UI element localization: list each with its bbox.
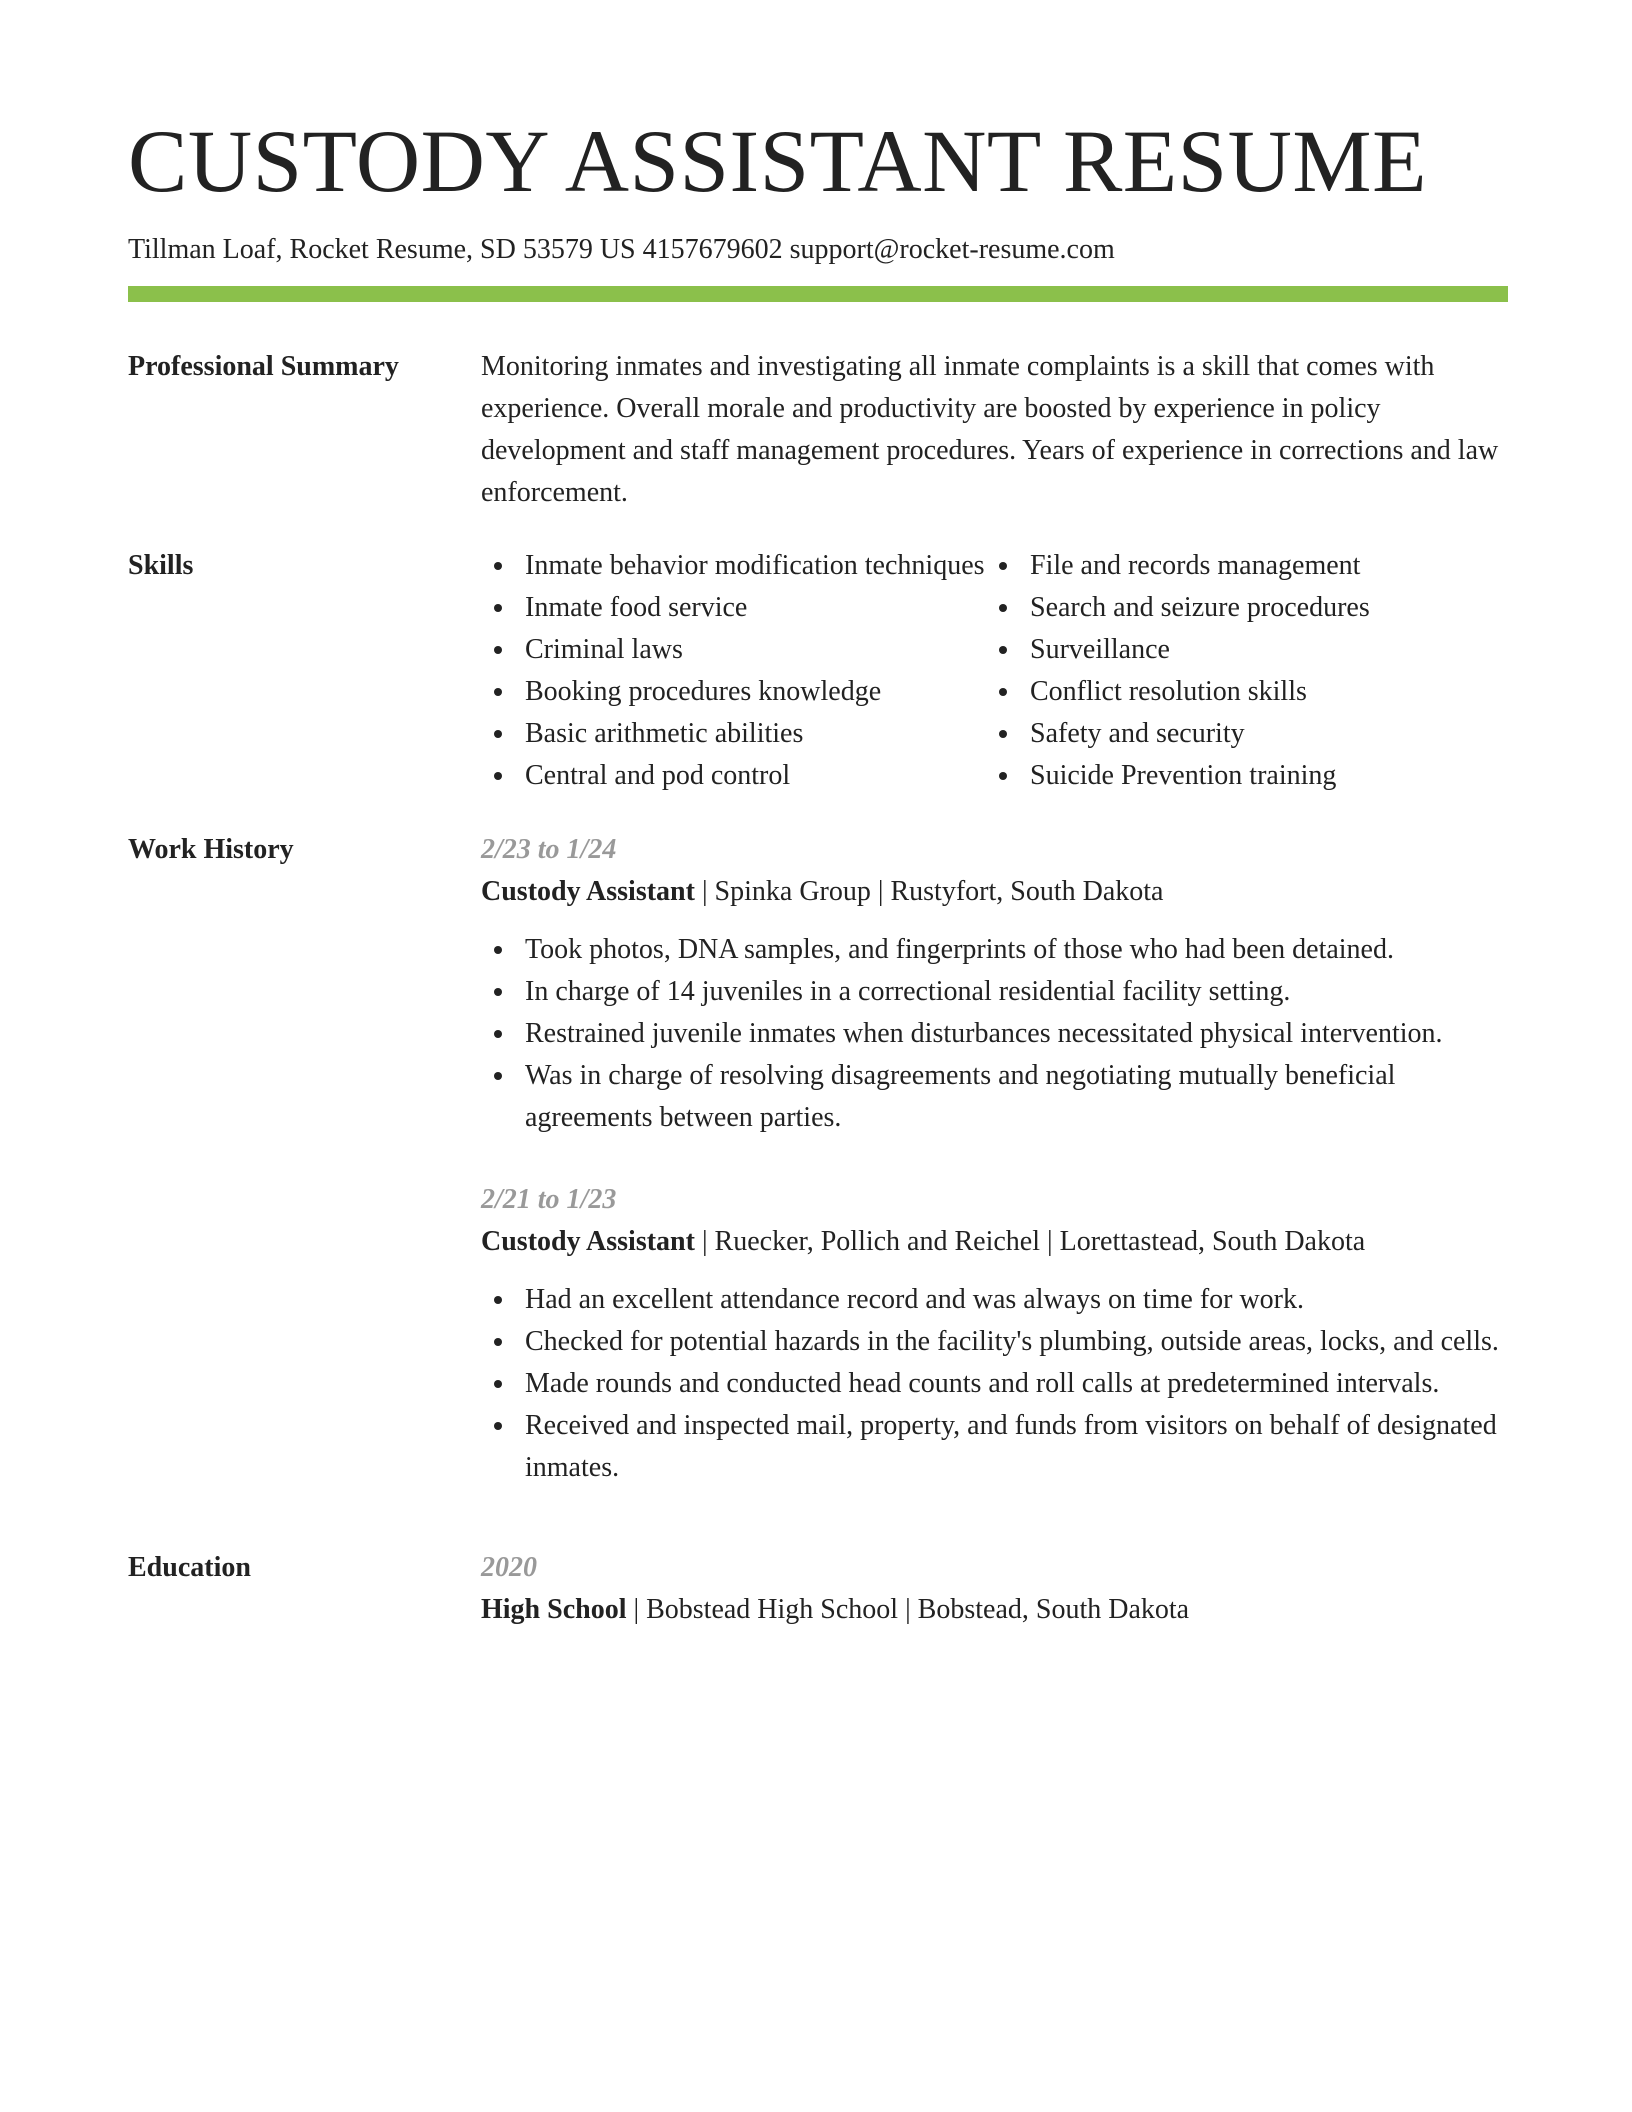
skill-item: Conflict resolution skills — [986, 671, 1491, 713]
education-heading: Education — [128, 1552, 251, 1583]
job-date: 2/21 to 1/23 — [481, 1184, 617, 1215]
job-duties-list — [481, 929, 1508, 1139]
skill-item: Safety and security — [986, 713, 1491, 755]
job-duty: Was in charge of resolving disagreements and negotiating mutually beneficial agreements between parties. — [481, 1055, 1508, 1139]
job-duty: Had an excellent attendance record and was always on time for work. — [481, 1279, 1508, 1321]
education-date: 2020 — [481, 1552, 537, 1583]
work-history-heading: Work History — [128, 834, 294, 865]
job-role: Custody Assistant — [481, 876, 695, 907]
resume-title: CUSTODY ASSISTANT RESUME — [128, 113, 1427, 211]
skills-list-left — [481, 545, 986, 797]
education-details: | Bobstead High School | Bobstead, South Dakota — [626, 1594, 1190, 1625]
contact-line: Tillman Loaf, Rocket Resume, SD 53579 US 4157679602 support@rocket-resume.com — [128, 234, 1115, 265]
job-duty: Checked for potential hazards in the facility's plumbing, outside areas, locks, and cells. — [481, 1321, 1508, 1363]
education-line — [481, 1589, 1508, 1631]
job-date: 2/23 to 1/24 — [481, 834, 617, 865]
skill-item: Central and pod control — [481, 755, 986, 797]
job-role: Custody Assistant — [481, 1226, 695, 1257]
skill-item: Inmate food service — [481, 587, 986, 629]
skill-item: File and records management — [986, 545, 1491, 587]
job-duty: Took photos, DNA samples, and fingerprints of those who had been detained. — [481, 929, 1508, 971]
skills-heading: Skills — [128, 550, 194, 581]
skill-item: Basic arithmetic abilities — [481, 713, 986, 755]
education-degree: High School — [481, 1594, 627, 1625]
job-duties-list — [481, 1279, 1508, 1489]
skill-item: Surveillance — [986, 629, 1491, 671]
accent-divider — [128, 286, 1508, 302]
summary-text: Monitoring inmates and investigating all inmate complaints is a skill that comes with experience. Overall morale and productivity are boosted by experience in policy development and staff management procedures. Years of experience in corrections and law enforcement. — [481, 351, 1499, 508]
skill-item: Inmate behavior modification techniques — [481, 545, 986, 587]
skill-item: Booking procedures knowledge — [481, 671, 986, 713]
job-duty: Received and inspected mail, property, and funds from visitors on behalf of designated inmates. — [481, 1405, 1508, 1489]
summary-heading: Professional Summary — [128, 351, 399, 382]
skill-item: Suicide Prevention training — [986, 755, 1491, 797]
job-title-line — [481, 1221, 1508, 1263]
job-details: | Ruecker, Pollich and Reichel | Lorettastead, South Dakota — [694, 1226, 1366, 1257]
skills-list-right — [986, 545, 1491, 797]
job-duty: Made rounds and conducted head counts and roll calls at predetermined intervals. — [481, 1363, 1508, 1405]
skill-item: Search and seizure procedures — [986, 587, 1491, 629]
job-entry — [481, 829, 1508, 1139]
job-duty: Restrained juvenile inmates when disturbances necessitated physical intervention. — [481, 1013, 1508, 1055]
skill-item: Criminal laws — [481, 629, 986, 671]
job-title-line — [481, 871, 1508, 913]
job-entry — [481, 1179, 1508, 1489]
skills-grid — [481, 545, 1508, 797]
job-duty: In charge of 14 juveniles in a correctional residential facility setting. — [481, 971, 1508, 1013]
job-details: | Spinka Group | Rustyfort, South Dakota — [694, 876, 1164, 907]
